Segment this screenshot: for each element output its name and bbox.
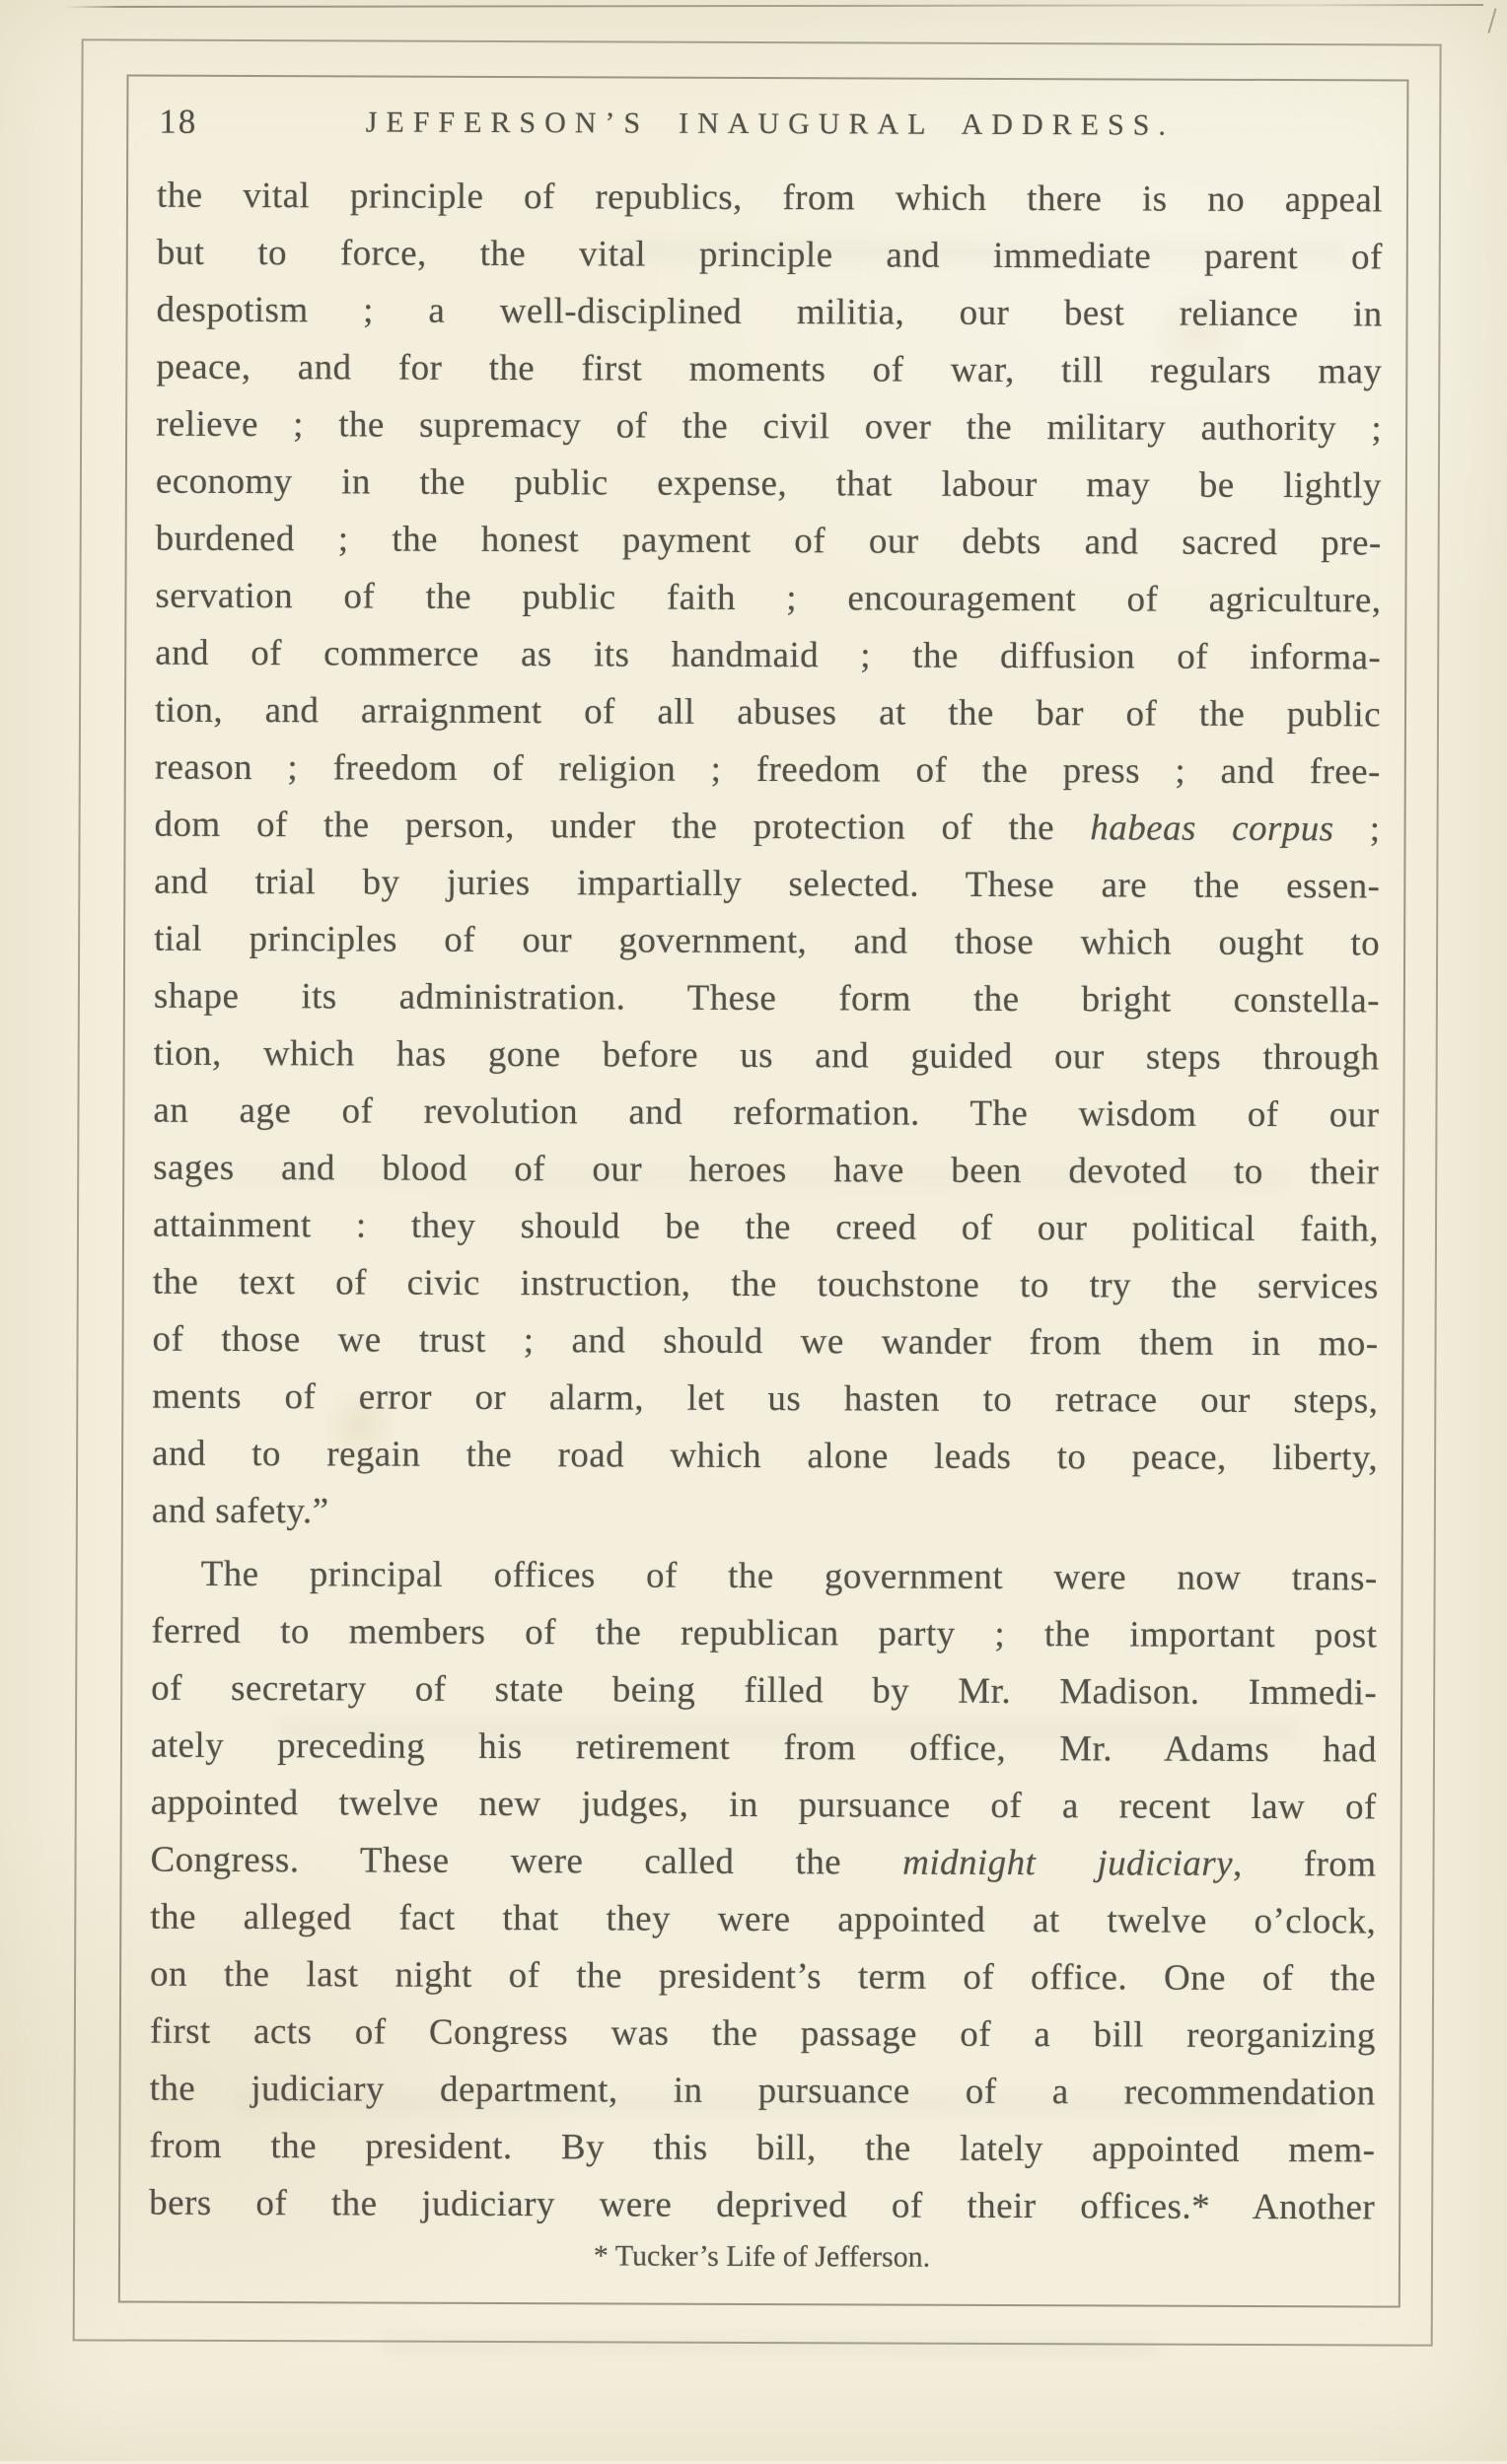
running-header [157,99,1383,151]
text-line [149,2118,1375,2180]
text-line [152,1369,1378,1431]
text-line [150,2061,1376,2123]
italic-phrase: habeas corpus [1090,808,1334,850]
text-line [152,1483,1378,1545]
italic-phrase: midnight judiciary [902,1842,1234,1884]
text-line [150,2004,1376,2066]
footnote: * Tucker’s Life of Jefferson. [593,2239,931,2274]
text-line [150,1946,1376,2008]
text-segment: ments of error or alarm, let us hasten to retrace our steps, [152,1375,1379,1422]
text-line [157,225,1383,287]
text-segment: an age of revolution and reformation. The wisdom of our [153,1090,1380,1136]
text-line [154,968,1380,1030]
text-segment: despotism ; a well-disciplined militia, our best reliance in [156,289,1383,335]
text-line [150,1889,1376,1951]
text-segment: ; [1333,809,1381,850]
text-segment: attainment : they should be the creed of our political faith, [152,1204,1380,1250]
text-segment: bers of the judiciary were deprived of their offices.* Another [149,2182,1376,2228]
text-segment: tion, and arraignment of all abuses at the bar of the public [154,689,1382,736]
text-segment: economy in the public expense, that labour may be lightly [155,460,1382,507]
text-segment: and safety.” [151,1490,329,1532]
text-line [151,1603,1377,1665]
text-segment: tial principles of our government, and those which ought to [154,918,1381,964]
text-segment: and to regain the road which alone leads to peace, liberty, [152,1433,1379,1479]
text-line [152,1426,1378,1488]
text-segment: from the president. By this bill, the lately appointed mem- [149,2125,1376,2171]
text-line [151,1660,1377,1723]
text-segment: on the last night of the president’s term of office. One of the [150,1953,1377,2000]
text-line [155,682,1381,744]
text-segment: and of commerce as its handmaid ; the diffusion of informa- [155,632,1382,678]
text-segment: ately preceding his retirement from office, Mr. Adams had [150,1725,1378,1771]
text-line [157,168,1383,230]
text-line [153,1197,1379,1259]
text-segment: the text of civic instruction, the touchstone to try the services [152,1261,1379,1307]
text-segment: appointed twelve new judges, in pursuance of a recent law of [150,1782,1377,1828]
text-line [156,454,1382,516]
text-line [154,797,1380,859]
text-segment: the judiciary department, in pursuance of a recommendation [149,2068,1376,2114]
text-line [149,2175,1375,2237]
text-segment: the vital principle of republics, from which there is no appeal [156,175,1384,221]
text-line [154,911,1380,973]
text-line [156,396,1382,458]
text-segment: peace, and for the first moments of war, till regulars may [156,346,1383,392]
text-segment: burdened ; the honest payment of our debts and sacred pre- [155,518,1382,564]
text-line [156,339,1382,401]
text-line [155,568,1381,630]
text-segment: servation of the public faith ; encouragement of agriculture, [155,575,1382,621]
text-line [150,1832,1376,1894]
text-line [156,511,1382,573]
text-line [154,1025,1380,1088]
text-segment: dom of the person, under the protection of the [154,804,1091,849]
text-segment: tion, which has gone before us and guided our steps through [153,1032,1380,1079]
text-segment: sages and blood of our heroes have been devoted to their [153,1147,1380,1193]
text-line [155,625,1381,687]
text-line [154,854,1380,916]
text-line [153,1140,1379,1202]
text-segment: shape its administration. These form the bright constella- [153,975,1380,1021]
text-line [152,1311,1378,1373]
page-number: 18 [159,102,198,141]
text-segment: The principal offices of the government were now trans- [200,1553,1378,1599]
text-line [153,1254,1379,1316]
text-segment: first acts of Congress was the passage of a bill reorganizing [149,2010,1376,2057]
text-segment: and trial by juries impartially selected. These are the essen- [154,861,1381,907]
text-line [156,282,1382,344]
text-line [151,1718,1377,1780]
body-text [149,168,1383,2237]
text-segment: Congress. These were called the [150,1839,903,1883]
text-line [155,739,1381,802]
text-segment: reason ; freedom of religion ; freedom of the press ; and free- [154,746,1381,793]
text-line [151,1775,1377,1837]
text-segment: of those we trust ; and should we wander from them in mo- [152,1318,1379,1365]
text-segment: the alleged fact that they were appointed at twelve o’clock, [150,1896,1377,1942]
text-line [152,1546,1378,1608]
text-segment: but to force, the vital principle and immediate parent of [156,232,1383,278]
running-head-title: JEFFERSON’S INAUGURAL ADDRESS. [365,106,1175,142]
text-segment: , from [1232,1843,1377,1885]
text-segment: relieve ; the supremacy of the civil over the military authority ; [156,403,1383,450]
text-line [153,1083,1379,1145]
text-segment: of secretary of state being filled by Mr. Madison. Immedi- [151,1667,1378,1714]
text-segment: ferred to members of the republican party ; the important post [151,1610,1378,1656]
